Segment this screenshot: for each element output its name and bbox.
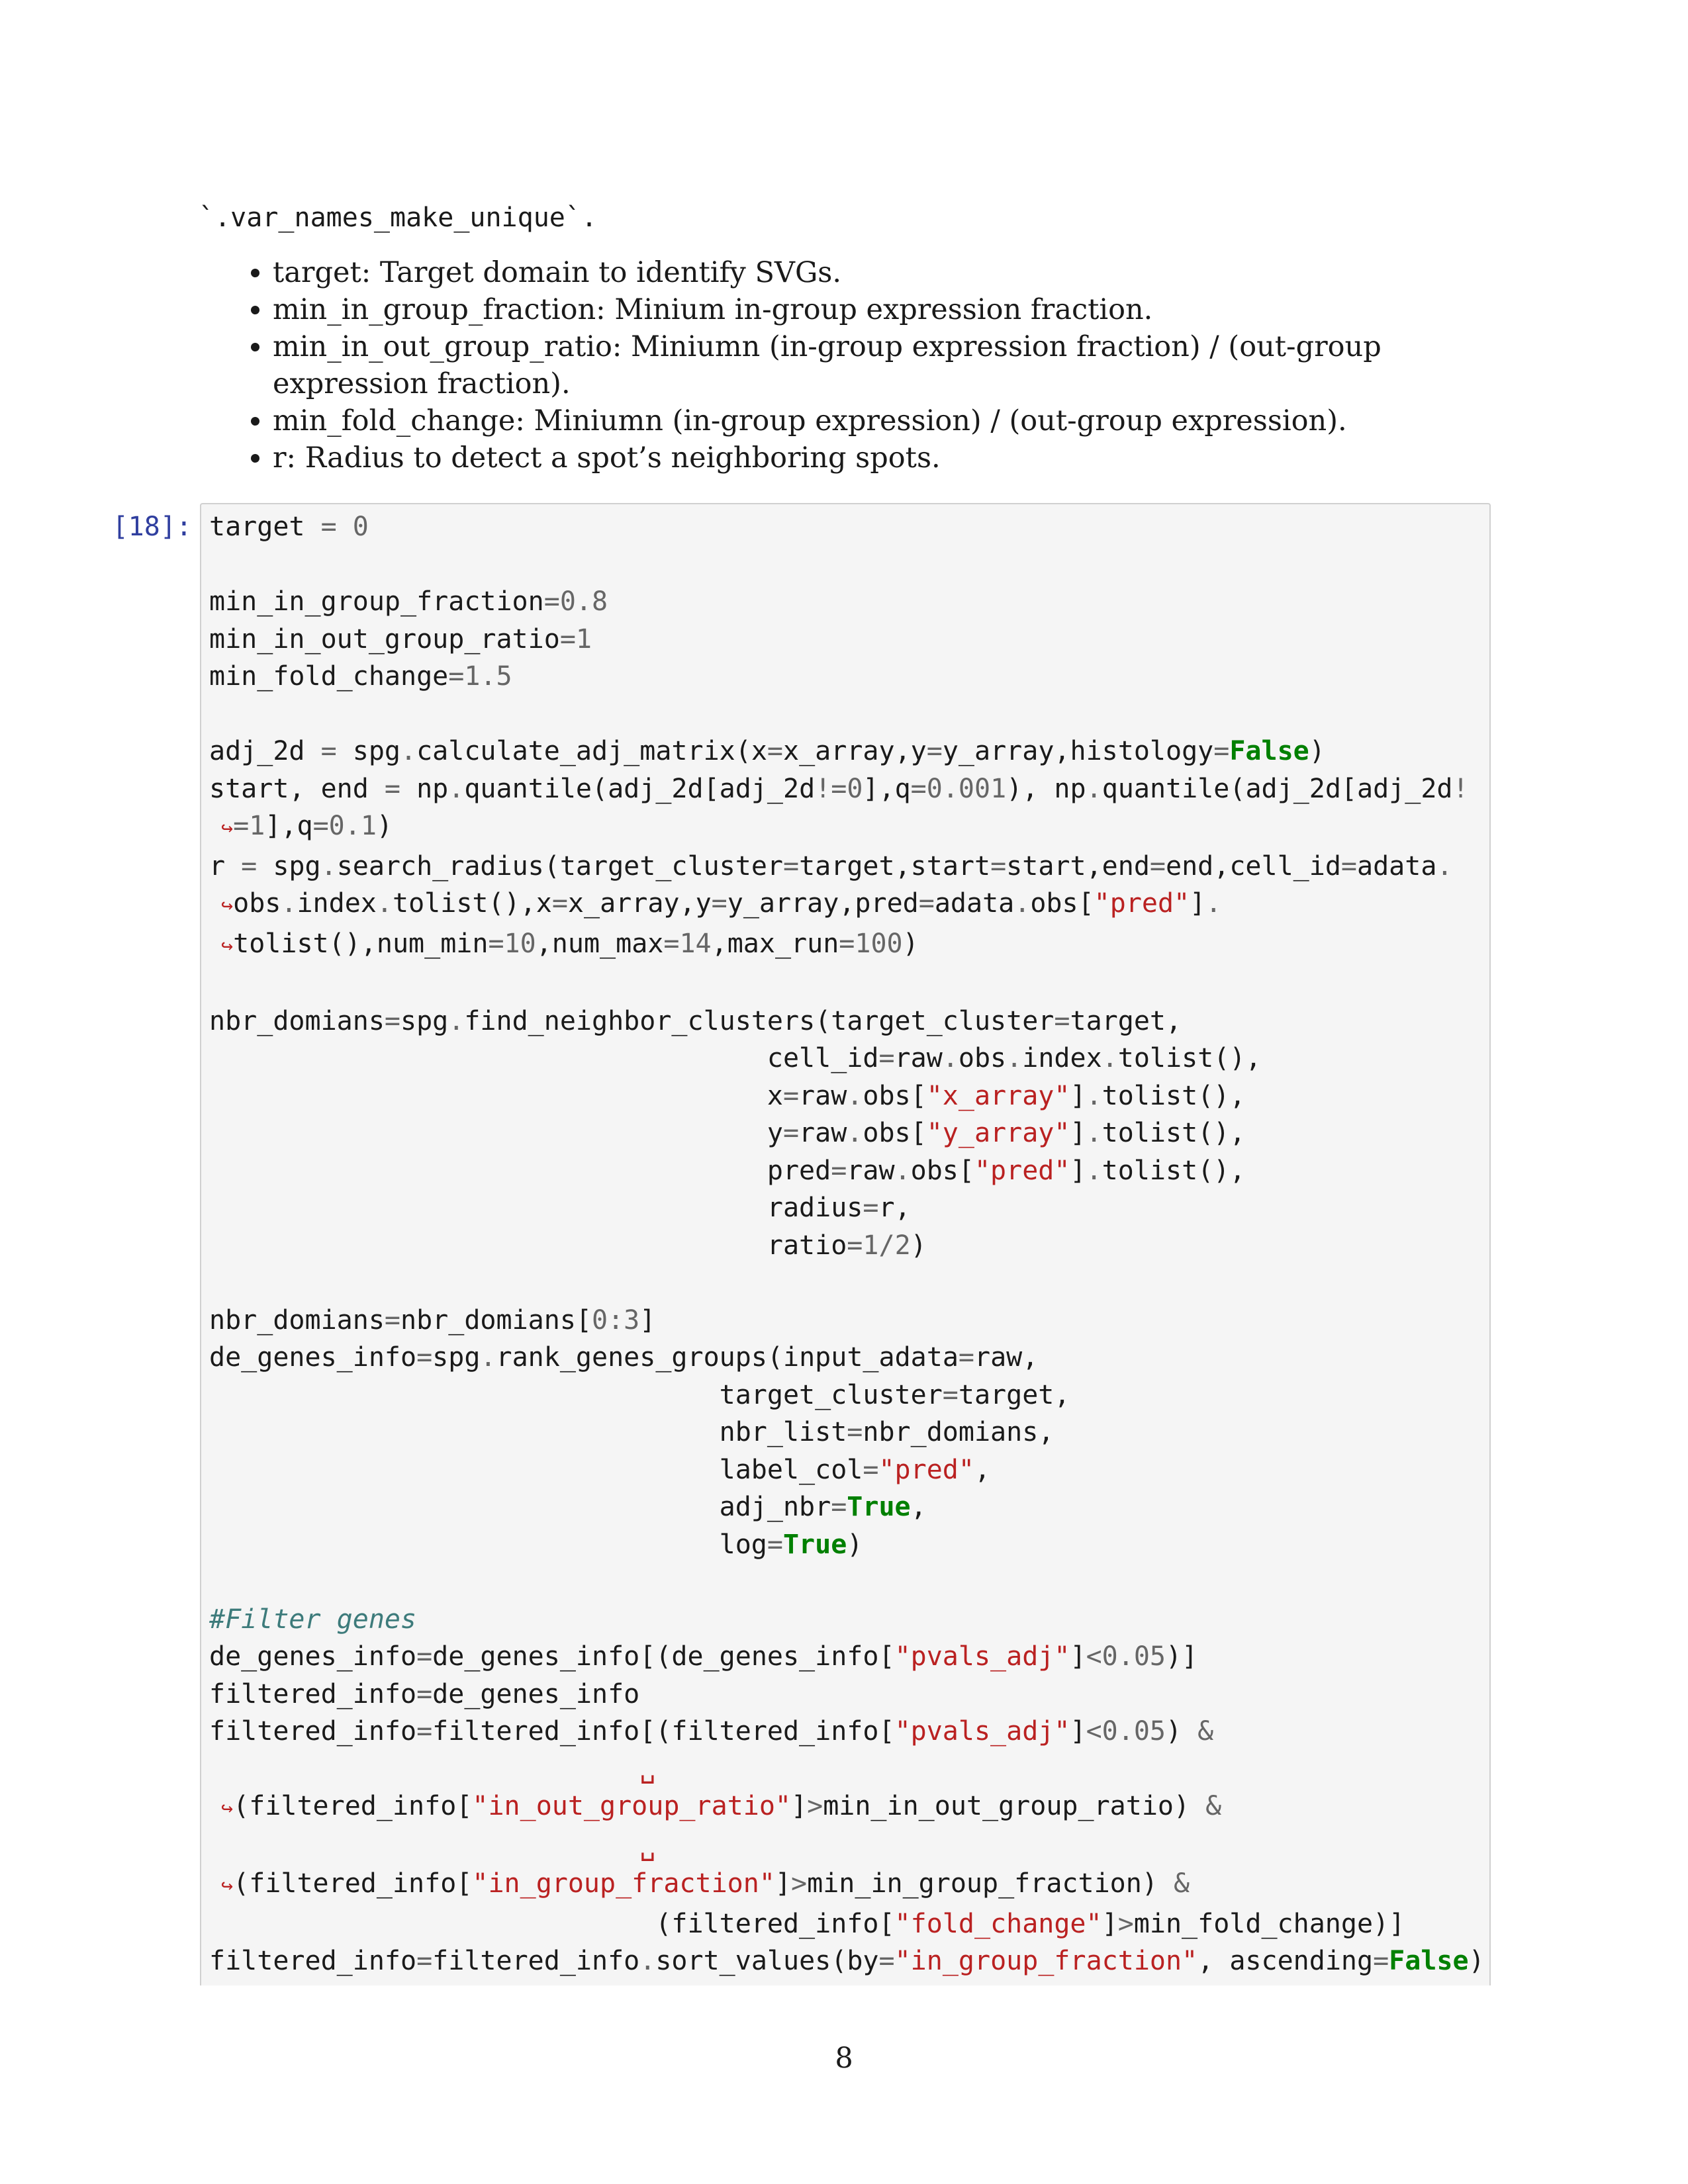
code-token: obs — [233, 888, 281, 919]
code-line — [209, 1492, 927, 1522]
number-token: 1 — [863, 1230, 879, 1261]
operator-token: = — [831, 1492, 847, 1522]
code-line — [209, 888, 1221, 919]
string-token: "in_group_fraction" — [472, 1868, 775, 1899]
code-line — [209, 1043, 1262, 1073]
code-token: adj_2d — [209, 736, 321, 766]
operator-token: = — [863, 1454, 879, 1485]
code-token: sort_values(by — [655, 1946, 879, 1976]
operator-token: . — [1006, 1043, 1023, 1073]
string-token: "fold_change" — [894, 1908, 1102, 1939]
code-token: nbr_domians — [209, 1005, 385, 1036]
code-token: , — [910, 1492, 927, 1522]
operator-token: . — [1014, 888, 1031, 919]
code-token: ] — [774, 1868, 792, 1899]
number-token: 10 — [504, 928, 536, 959]
code-token: adata — [934, 888, 1015, 919]
code-token: rank_genes_groups(input_adata — [496, 1342, 959, 1373]
number-token: 1 — [575, 623, 592, 655]
code-line — [209, 1081, 1245, 1111]
code-line — [209, 811, 393, 841]
code-token: y — [209, 1118, 783, 1148]
number-token: 2 — [894, 1230, 911, 1261]
code-token: min_in_group_fraction — [209, 586, 544, 617]
operator-token: . — [847, 1080, 863, 1111]
operator-token: . — [448, 773, 465, 804]
line-continuation-icon: ↪ — [209, 934, 234, 958]
code-line — [209, 624, 592, 655]
number-token: 100 — [855, 928, 903, 959]
keyword-token: False — [1229, 736, 1309, 766]
number-token: 0.05 — [1102, 1716, 1166, 1747]
operator-token: . — [1205, 888, 1222, 919]
operator-token: = — [1340, 850, 1357, 882]
code-token: target, — [1070, 1005, 1182, 1036]
operator-token: = — [416, 1342, 433, 1373]
code-line — [209, 1679, 639, 1709]
operator-token: = — [839, 928, 855, 959]
operator-token: . — [448, 1005, 465, 1036]
code-token: target, — [958, 1379, 1070, 1410]
number-token: 0 — [847, 773, 863, 804]
code-token: label_col — [209, 1454, 863, 1485]
operator-token: != — [815, 773, 847, 804]
operator-token: = — [384, 1304, 400, 1336]
code-token: filtered_info — [209, 1946, 417, 1976]
intro-code-text: `.var_names_make_unique`. — [199, 203, 598, 233]
code-token: de_genes_info — [209, 1342, 417, 1373]
code-token: adata — [1357, 850, 1437, 882]
operator-token: & — [1174, 1868, 1190, 1899]
code-token: start,end — [1006, 850, 1150, 882]
code-token: filtered_info — [209, 1678, 417, 1709]
code-token: end,cell_id — [1166, 850, 1341, 882]
operator-token: & — [1205, 1791, 1222, 1821]
operator-token: = — [782, 1080, 800, 1111]
code-line — [209, 512, 369, 542]
code-token: )] — [1165, 1641, 1198, 1672]
code-token: ],q — [863, 773, 911, 804]
code-token: obs[ — [863, 1118, 927, 1148]
operator-token: = — [1373, 1946, 1389, 1976]
code-line — [209, 1006, 1182, 1036]
code-token: tolist(), — [1102, 1080, 1246, 1111]
code-token: obs[ — [910, 1155, 974, 1186]
param-min-in-group-fraction: • min_in_group_fraction: Minium in-group expression fraction. — [273, 291, 1530, 328]
visible-space-marker: ␣ — [209, 1831, 656, 1862]
code-token: obs[ — [1030, 888, 1094, 919]
operator-token: = — [416, 1946, 433, 1976]
operator-token: < — [1086, 1641, 1102, 1672]
code-line — [209, 1791, 1221, 1821]
string-token: "pred" — [974, 1155, 1070, 1186]
operator-token: = — [926, 736, 943, 766]
code-token: ] — [1102, 1908, 1118, 1939]
operator-token: = — [416, 1641, 433, 1672]
code-token: ] — [1070, 1080, 1086, 1111]
operator-token: = — [320, 736, 337, 766]
code-token: x — [209, 1080, 783, 1111]
code-line — [209, 1342, 1038, 1373]
code-token: tolist(),x — [392, 888, 552, 919]
string-token: "y_array" — [926, 1118, 1070, 1148]
code-token: quantile(adj_2d[adj_2d — [1102, 773, 1453, 804]
operator-token: = — [863, 1193, 879, 1223]
string-token: "pred" — [878, 1454, 974, 1485]
number-token: 3 — [624, 1304, 640, 1336]
operator-token: = — [416, 1716, 433, 1747]
number-token: 0.8 — [559, 586, 608, 617]
operator-token: . — [847, 1118, 863, 1148]
code-line — [209, 586, 608, 617]
operator-token: . — [942, 1043, 959, 1073]
code-token: (filtered_info[ — [233, 1868, 473, 1899]
cell-prompt: [18]: — [112, 512, 192, 542]
code-line — [209, 1868, 1190, 1899]
code-token: de_genes_info[(de_genes_info[ — [432, 1641, 895, 1672]
operator-token: = — [878, 1043, 895, 1073]
operator-token: = — [910, 773, 927, 804]
operator-token: . — [1086, 1155, 1102, 1186]
operator-token: = — [312, 811, 329, 841]
page-number: 8 — [835, 2042, 853, 2075]
code-token: (filtered_info[ — [233, 1791, 473, 1821]
comment-token: #Filter genes — [209, 1604, 417, 1635]
code-token: ] — [1070, 1641, 1086, 1672]
code-token: ) — [902, 928, 919, 959]
code-token: calculate_adj_matrix(x — [416, 736, 767, 766]
operator-token: . — [320, 850, 337, 882]
code-token: radius — [209, 1193, 863, 1223]
code-line — [209, 1909, 1405, 1939]
code-token: de_genes_info — [209, 1641, 417, 1672]
code-token: min_in_out_group_ratio) — [823, 1791, 1206, 1821]
code-token: np — [400, 773, 449, 804]
code-token: log — [209, 1529, 767, 1560]
operator-token: = — [990, 850, 1007, 882]
code-line — [209, 1946, 1485, 1976]
operator-token: : — [608, 1304, 624, 1336]
code-line — [209, 1305, 655, 1336]
code-line — [209, 661, 512, 692]
operator-token: = — [1054, 1005, 1070, 1036]
code-token: spg — [336, 736, 400, 766]
code-token: raw — [894, 1043, 943, 1073]
code-line — [209, 1831, 655, 1862]
code-token: spg — [400, 1005, 449, 1036]
code-line — [209, 1230, 927, 1261]
code-token: raw — [799, 1080, 847, 1111]
operator-token: > — [791, 1868, 808, 1899]
code-line — [209, 851, 1453, 882]
operator-token: = — [448, 661, 465, 692]
code-token: ,max_run — [711, 928, 839, 959]
code-token: r — [209, 850, 242, 882]
code-token: spg — [432, 1342, 481, 1373]
operator-token: . — [1086, 773, 1102, 804]
code-token: ) — [376, 811, 393, 841]
keyword-token: False — [1389, 1946, 1469, 1976]
code-line — [209, 774, 1469, 804]
code-token: min_in_group_fraction) — [807, 1868, 1174, 1899]
code-line — [209, 1417, 1054, 1447]
operator-token: . — [894, 1155, 911, 1186]
code-token: filtered_info[(filtered_info[ — [432, 1716, 895, 1747]
operator-token: . — [480, 1342, 496, 1373]
string-token: "in_out_group_ratio" — [472, 1791, 791, 1821]
operator-token: . — [639, 1946, 656, 1976]
operator-token: = — [543, 586, 560, 617]
operator-token: / — [878, 1230, 895, 1261]
parameter-list — [232, 254, 1530, 477]
code-line — [209, 1193, 911, 1223]
operator-token: = — [878, 1946, 895, 1976]
code-token: ] — [791, 1791, 808, 1821]
code-token: ],q — [265, 811, 313, 841]
keyword-token: True — [847, 1492, 911, 1522]
code-token: nbr_domians — [209, 1304, 385, 1336]
code-token: raw — [847, 1155, 895, 1186]
code-token: , ascending — [1197, 1946, 1374, 1976]
operator-token: = — [233, 811, 250, 841]
operator-token: = — [1149, 850, 1166, 882]
code-token: ] — [639, 1304, 656, 1336]
code-token: y_array,pred — [727, 888, 919, 919]
code-token: ,num_max — [536, 928, 664, 959]
code-token: tolist(), — [1102, 1155, 1246, 1186]
operator-token: = — [416, 1678, 433, 1709]
line-continuation-icon: ↪ — [209, 894, 234, 917]
code-token: search_radius(target_cluster — [336, 850, 783, 882]
code-line — [209, 1716, 1213, 1747]
code-token: find_neighbor_clusters(target_cluster — [464, 1005, 1055, 1036]
code-token: x_array,y — [783, 736, 927, 766]
code-token: tolist(), — [1117, 1043, 1262, 1073]
code-token: ] — [1070, 1716, 1086, 1747]
code-token: target — [209, 512, 321, 542]
param-r: • r: Radius to detect a spot’s neighboring spots. — [273, 439, 1530, 477]
operator-token: > — [807, 1791, 823, 1821]
operator-token: > — [1117, 1908, 1134, 1939]
code-token: x_array,y — [567, 888, 712, 919]
code-line — [209, 1604, 416, 1635]
operator-token: = — [782, 850, 800, 882]
number-token: 1.5 — [464, 661, 512, 692]
line-continuation-icon: ↪ — [209, 1874, 234, 1897]
operator-token: . — [281, 888, 297, 919]
string-token: "pvals_adj" — [894, 1716, 1070, 1747]
code-token: raw, — [974, 1342, 1039, 1373]
code-token: de_genes_info — [432, 1678, 640, 1709]
string-token: "x_array" — [926, 1080, 1070, 1111]
operator-token: = — [384, 1005, 400, 1036]
number-token: 1 — [249, 811, 265, 841]
operator-token: = — [241, 850, 258, 882]
code-token: ) — [1309, 736, 1325, 766]
code-token: cell_id — [209, 1043, 879, 1073]
code-token: target,start — [799, 850, 991, 882]
code-token: ] — [1070, 1118, 1086, 1148]
operator-token: < — [1086, 1716, 1102, 1747]
code-token: , — [974, 1454, 991, 1485]
number-token: 0.001 — [926, 773, 1007, 804]
code-token: obs[ — [863, 1080, 927, 1111]
operator-token: = — [782, 1118, 800, 1148]
operator-token: = — [847, 1230, 863, 1261]
code-token: filtered_info — [209, 1716, 417, 1747]
code-token: r, — [878, 1193, 911, 1223]
code-token: nbr_domians[ — [400, 1304, 592, 1336]
code-token: quantile(adj_2d[adj_2d — [464, 773, 816, 804]
code-token: spg — [257, 850, 321, 882]
param-min-in-out-group-ratio: • min_in_out_group_ratio: Miniumn (in-group expression fraction) / (out-group expression fraction). — [273, 328, 1530, 402]
operator-token: = — [831, 1155, 847, 1186]
code-line — [209, 736, 1325, 766]
code-token: filtered_info — [432, 1946, 640, 1976]
code-token: ratio — [209, 1230, 847, 1261]
operator-token: ! — [1452, 773, 1469, 804]
code-token: nbr_list — [209, 1417, 847, 1447]
number-token: 0 — [591, 1304, 608, 1336]
code-token: index — [297, 888, 377, 919]
operator-token: = — [847, 1417, 863, 1447]
code-block — [209, 508, 1485, 1980]
operator-token: . — [400, 736, 417, 766]
operator-token: = — [320, 512, 337, 542]
code-token: ] — [1190, 888, 1206, 919]
code-line — [209, 1529, 863, 1560]
param-min-fold-change: • min_fold_change: Miniumn (in-group expression) / (out-group expression). — [273, 402, 1530, 439]
code-token: min_fold_change — [209, 661, 449, 692]
operator-token: = — [711, 888, 727, 919]
number-token: 0 — [352, 512, 369, 542]
number-token: 0.05 — [1102, 1641, 1166, 1672]
operator-token: = — [942, 1379, 959, 1410]
operator-token: = — [918, 888, 935, 919]
operator-token: . — [1436, 850, 1453, 882]
code-token: index — [1022, 1043, 1102, 1073]
operator-token: = — [551, 888, 568, 919]
string-token: "pred" — [1094, 888, 1190, 919]
code-token: tolist(), — [1102, 1118, 1246, 1148]
code-line — [209, 1641, 1197, 1672]
operator-token: . — [1086, 1118, 1102, 1148]
string-token: "in_group_fraction" — [894, 1946, 1198, 1976]
code-token: (filtered_info[ — [209, 1908, 895, 1939]
code-token: ] — [1070, 1155, 1086, 1186]
code-token: ) — [847, 1529, 863, 1560]
string-token: "pvals_adj" — [894, 1641, 1070, 1672]
operator-token: = — [488, 928, 504, 959]
code-line — [209, 1380, 1070, 1410]
operator-token: & — [1197, 1716, 1214, 1747]
code-token: min_in_out_group_ratio — [209, 623, 560, 655]
operator-token: = — [1213, 736, 1230, 766]
code-token: raw — [799, 1118, 847, 1148]
keyword-token: True — [782, 1529, 847, 1560]
operator-token: = — [559, 623, 576, 655]
code-token: min_fold_change)] — [1133, 1908, 1405, 1939]
code-token: obs — [958, 1043, 1007, 1073]
visible-space-marker: ␣ — [209, 1753, 656, 1784]
code-line — [209, 1118, 1245, 1148]
line-continuation-icon: ↪ — [209, 817, 234, 840]
code-token: ), np — [1006, 773, 1086, 804]
code-token: ) — [910, 1230, 927, 1261]
code-token: start, end — [209, 773, 385, 804]
code-token: target_cluster — [209, 1379, 943, 1410]
code-token: adj_nbr — [209, 1492, 831, 1522]
code-token: nbr_domians, — [863, 1417, 1055, 1447]
code-line — [209, 929, 919, 959]
line-continuation-icon: ↪ — [209, 1797, 234, 1820]
operator-token: = — [767, 736, 783, 766]
operator-token: . — [1102, 1043, 1118, 1073]
operator-token: = — [767, 1529, 783, 1560]
number-token: 0.1 — [328, 811, 377, 841]
code-token: ) — [1165, 1716, 1198, 1747]
operator-token: . — [376, 888, 393, 919]
param-target: • target: Target domain to identify SVGs. — [273, 254, 1530, 291]
operator-token: . — [1086, 1080, 1102, 1111]
code-token: tolist(),num_min — [233, 928, 489, 959]
code-line — [209, 1156, 1245, 1186]
operator-token: = — [384, 773, 400, 804]
code-token: pred — [209, 1155, 831, 1186]
code-token: ) — [1468, 1946, 1485, 1976]
code-token: y_array,histology — [942, 736, 1214, 766]
code-token — [337, 512, 353, 542]
operator-token: = — [663, 928, 680, 959]
code-line — [209, 1455, 990, 1485]
operator-token: = — [958, 1342, 974, 1373]
code-line — [209, 1754, 655, 1784]
number-token: 14 — [679, 928, 712, 959]
